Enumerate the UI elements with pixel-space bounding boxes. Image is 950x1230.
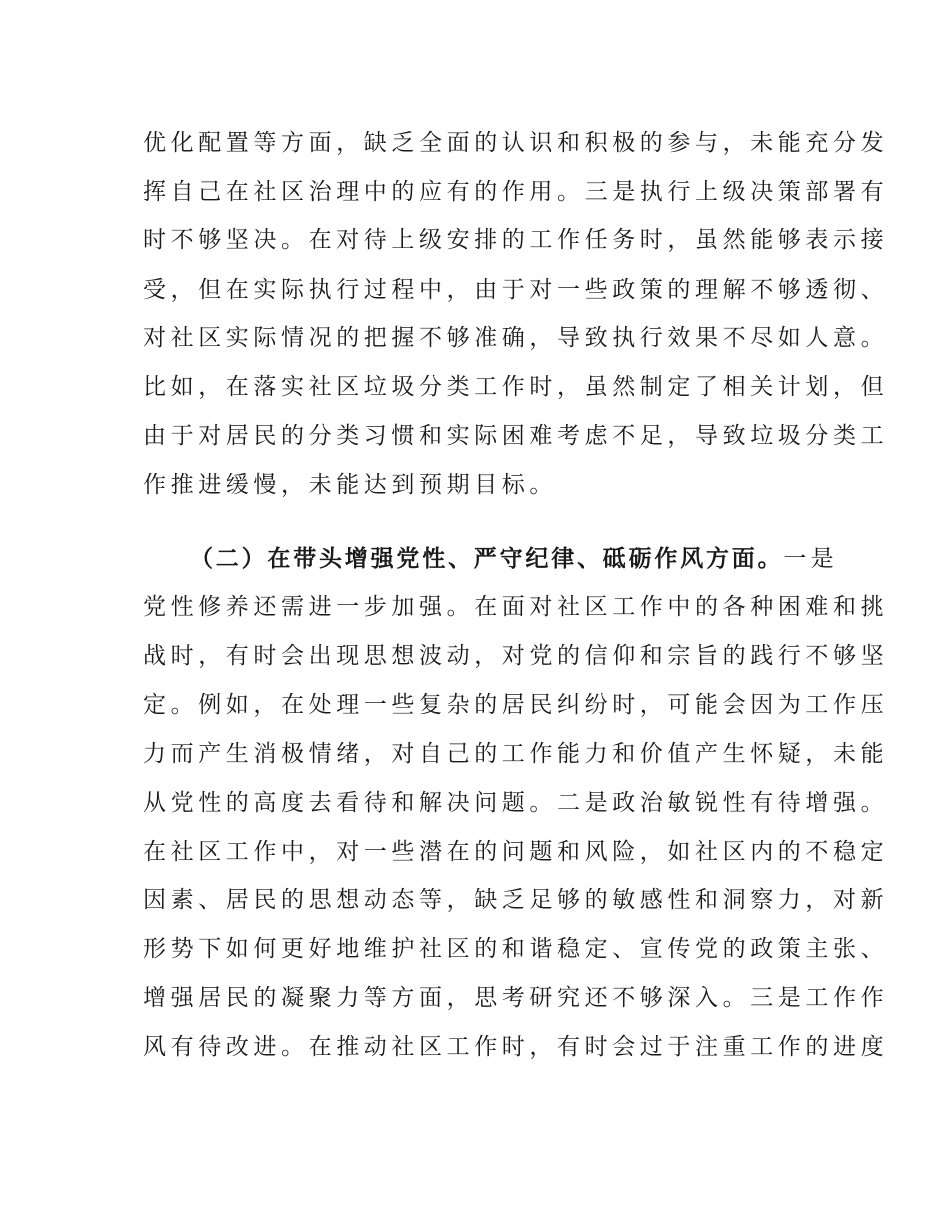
paragraph-1-line-4: 受，但在实际执行过程中，由于对一些政策的理解不够透彻、 xyxy=(143,277,889,303)
paragraph-2-first-line xyxy=(190,544,838,574)
paragraph-1-line-2: 挥自己在社区治理中的应有的作用。三是执行上级决策部署有 xyxy=(143,179,889,205)
paragraph-2-line-6: 从党性的高度去看待和解决问题。二是政治敏锐性有待增强。 xyxy=(143,790,889,816)
paragraph-2-line-11: 风有待改进。在推动社区工作时，有时会过于注重工作的进度 xyxy=(143,1034,889,1060)
paragraph-1-line-5: 对社区实际情况的把握不够准确，导致执行效果不尽如人意。 xyxy=(143,325,889,351)
paragraph-1-line-7: 由于对居民的分类习惯和实际困难考虑不足，导致垃圾分类工 xyxy=(143,423,889,449)
paragraph-2-line-9: 形势下如何更好地维护社区的和谐稳定、宣传党的政策主张、 xyxy=(143,936,889,962)
paragraph-1-line-6: 比如，在落实社区垃圾分类工作时，虽然制定了相关计划，但 xyxy=(143,374,889,400)
paragraph-2-line-3: 战时，有时会出现思想波动，对党的信仰和宗旨的践行不够坚 xyxy=(143,643,889,669)
paragraph-2-line-8: 因素、居民的思想动态等，缺乏足够的敏感性和洞察力，对新 xyxy=(143,887,889,913)
paragraph-2-line-4: 定。例如，在处理一些复杂的居民纠纷时，可能会因为工作压 xyxy=(143,692,889,718)
paragraph-1-line-8: 作推进缓慢，未能达到预期目标。 xyxy=(143,472,557,498)
paragraph-1-line-1: 优化配置等方面，缺乏全面的认识和积极的参与，未能充分发 xyxy=(143,130,889,156)
section-heading-tail: 一是 xyxy=(783,546,838,572)
paragraph-2-line-10: 增强居民的凝聚力等方面，思考研究还不够深入。三是工作作 xyxy=(143,985,889,1011)
paragraph-2-line-5: 力而产生消极情绪，对自己的工作能力和价值产生怀疑，未能 xyxy=(143,741,889,767)
section-heading: （二）在带头增强党性、严守纪律、砥砺作风方面。 xyxy=(190,546,784,572)
paragraph-2-line-2: 党性修养还需进一步加强。在面对社区工作中的各种困难和挑 xyxy=(143,594,889,620)
paragraph-2-line-7: 在社区工作中，对一些潜在的问题和风险，如社区内的不稳定 xyxy=(143,839,889,865)
paragraph-1-line-3: 时不够坚决。在对待上级安排的工作任务时，虽然能够表示接 xyxy=(143,227,889,253)
